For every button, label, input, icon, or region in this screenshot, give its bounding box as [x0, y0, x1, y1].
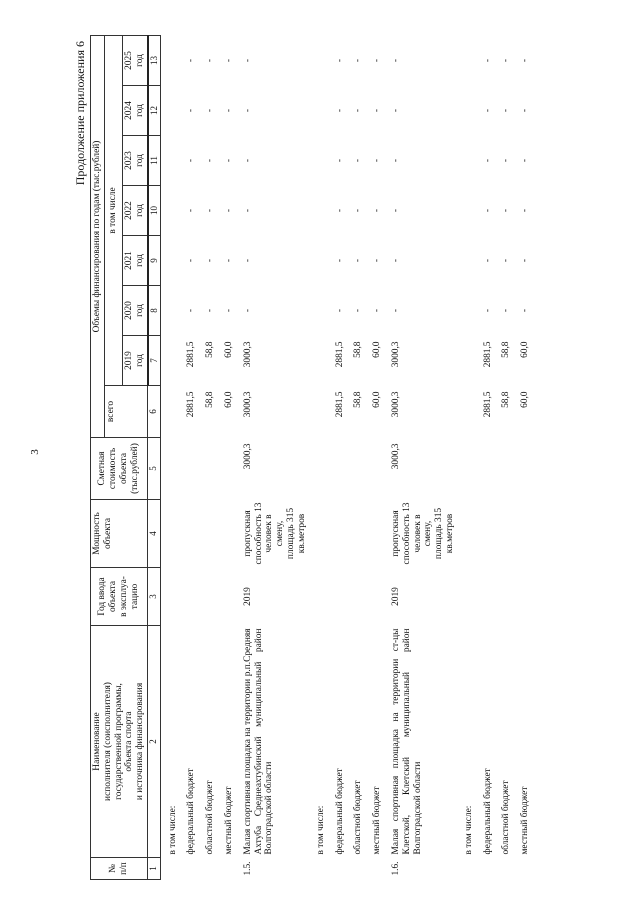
cell-2022: -	[372, 208, 383, 213]
cell-2019: 2881,5	[482, 341, 493, 368]
cell-2025: -	[353, 58, 364, 63]
cell-2024: -	[224, 108, 234, 113]
col-number: 12	[148, 86, 161, 136]
cell-2021: -	[224, 258, 234, 263]
cell-total: 2881,5	[186, 391, 197, 418]
cell-2022: -	[390, 208, 401, 213]
cell-2024: -	[482, 108, 493, 113]
header-year-2025: 2025 год	[122, 36, 147, 86]
row-label: федеральный бюджет	[482, 768, 493, 855]
row-label: местный бюджет	[372, 786, 383, 855]
row-label: местный бюджет	[520, 786, 531, 855]
row-label: федеральный бюджет	[186, 768, 197, 855]
page-number: 3	[29, 449, 41, 455]
cell-total: 2881,5	[482, 391, 493, 418]
cell-2021: -	[372, 258, 383, 263]
row-label: областной бюджет	[501, 780, 512, 855]
cell-2023: -	[501, 158, 512, 163]
table-row	[315, 36, 328, 880]
row-label: областной бюджет	[205, 780, 216, 855]
cell-2019: 60,0	[520, 341, 531, 358]
cell-2023: -	[372, 158, 383, 163]
row-label: в том числе:	[463, 805, 474, 855]
row-label: в том числе:	[315, 805, 326, 855]
cell-2023: -	[186, 158, 197, 163]
cell-2023: -	[205, 158, 216, 163]
cell-2023: -	[242, 158, 253, 163]
cell-2025: -	[205, 58, 216, 63]
appendix-caption: Продолжение приложения 6	[73, 41, 87, 186]
table-row	[223, 36, 236, 880]
cell-2021: -	[501, 258, 512, 263]
cell-2024: -	[242, 108, 253, 113]
cell-2020: -	[205, 308, 216, 313]
cell-2020: -	[501, 308, 512, 313]
cell-2025: -	[501, 58, 512, 63]
cell-2022: -	[482, 208, 493, 213]
cell-2021: -	[390, 258, 401, 263]
cell-2020: -	[482, 308, 493, 313]
cell-2023: -	[390, 158, 401, 163]
cell-2020: -	[334, 308, 345, 313]
cell-total: 60,0	[224, 391, 234, 408]
cell-2023: -	[482, 158, 493, 163]
item-number: 1.6.	[390, 861, 401, 876]
cell-2019: 2881,5	[186, 341, 197, 368]
cell-2024: -	[186, 108, 197, 113]
table-row	[167, 36, 180, 880]
col-number: 10	[148, 186, 161, 236]
object-name: Малая спортивная площадка на территории р.п.Средняя Ахтуба Среднеахтубинский муниципальный район Волгоградской области	[242, 628, 275, 855]
table-row	[519, 36, 532, 880]
cell-2022: -	[520, 208, 531, 213]
cell-2025: -	[520, 58, 531, 63]
cell-2022: -	[205, 208, 216, 213]
cell-2019: 2881,5	[334, 341, 345, 368]
object-capacity: пропускная способность 13 человек в смену, площадь 315 кв.метров	[242, 502, 307, 565]
header-year-2019: 2019 год	[122, 336, 147, 386]
cell-2024: -	[334, 108, 345, 113]
col-number: 13	[148, 36, 161, 86]
rotated-page-content	[70, 35, 630, 880]
header-year-2020: 2020 год	[122, 286, 147, 336]
header-funding: Объемы финансирования по годам (тыс.рублей)	[91, 36, 105, 438]
commission-year: 2019	[390, 587, 401, 606]
cell-2025: -	[334, 58, 345, 63]
cell-2019: 60,0	[372, 341, 383, 358]
cell-2023: -	[353, 158, 364, 163]
row-label: в том числе:	[167, 805, 178, 855]
commission-year: 2019	[242, 587, 253, 606]
header-incl: в том числе	[104, 36, 122, 386]
cell-total: 58,8	[353, 391, 364, 408]
col-number: 4	[148, 500, 161, 568]
table-row	[390, 36, 457, 880]
table-row	[352, 36, 365, 880]
cell-2025: -	[372, 58, 383, 63]
cell-2019: 3000,3	[390, 341, 401, 368]
cell-2024: -	[520, 108, 531, 113]
col-number: 5	[148, 438, 161, 500]
header-num: № п/п	[91, 858, 148, 880]
cell-2024: -	[372, 108, 383, 113]
financing-table	[90, 35, 532, 880]
cell-total: 3000,3	[390, 391, 401, 418]
cell-2025: -	[224, 58, 234, 63]
cell-2021: -	[186, 258, 197, 263]
col-number: 9	[148, 236, 161, 286]
object-capacity: пропускная способность 13 человек в смену, площадь 315 кв.метров	[390, 502, 455, 565]
table-row	[334, 36, 347, 880]
cell-total: 60,0	[520, 391, 531, 408]
cell-2020: -	[390, 308, 401, 313]
header-year-2022: 2022 год	[122, 186, 147, 236]
cell-2022: -	[353, 208, 364, 213]
header-year: Год ввода объекта в эксплуа- тацию	[91, 568, 148, 626]
cell-2025: -	[242, 58, 253, 63]
row-label: областной бюджет	[353, 780, 364, 855]
col-number: 6	[148, 386, 161, 438]
row-label: федеральный бюджет	[334, 768, 345, 855]
object-cost: 3000,3	[390, 443, 401, 470]
cell-total: 58,8	[501, 391, 512, 408]
header-cost: Сметная стоимость объекта (тыс.рублей)	[91, 438, 148, 500]
cell-2020: -	[224, 308, 234, 313]
cell-2024: -	[205, 108, 216, 113]
table-row	[204, 36, 217, 880]
cell-2023: -	[520, 158, 531, 163]
col-number: 11	[148, 136, 161, 186]
header-total: всего	[104, 386, 147, 438]
cell-2020: -	[186, 308, 197, 313]
col-number: 2	[148, 626, 161, 858]
cell-2019: 58,8	[501, 341, 512, 358]
cell-2021: -	[334, 258, 345, 263]
cell-2025: -	[390, 58, 401, 63]
table-row	[463, 36, 476, 880]
header-year-2024: 2024 год	[122, 86, 147, 136]
table-row	[242, 36, 309, 880]
cell-total: 2881,5	[334, 391, 345, 418]
cell-2021: -	[520, 258, 531, 263]
row-label: местный бюджет	[224, 786, 234, 855]
cell-2024: -	[353, 108, 364, 113]
header-year-2023: 2023 год	[122, 136, 147, 186]
cell-2022: -	[334, 208, 345, 213]
cell-2019: 58,8	[353, 341, 364, 358]
cell-2019: 60,0	[224, 341, 234, 358]
table-row	[185, 36, 198, 880]
cell-2025: -	[186, 58, 197, 63]
cell-total: 58,8	[205, 391, 216, 408]
cell-2020: -	[353, 308, 364, 313]
cell-2025: -	[482, 58, 493, 63]
cell-2020: -	[372, 308, 383, 313]
cell-2024: -	[501, 108, 512, 113]
cell-2023: -	[334, 158, 345, 163]
header-name: Наименование исполнителя (соисполнителя) государственной программы, объекта спорта и источника финансирования	[91, 626, 148, 858]
cell-2023: -	[224, 158, 234, 163]
table-row	[500, 36, 513, 880]
object-name: Малая спортивная площадка на территории ст-цы Клетской, Клетский муниципальный район Волгоградской области	[390, 628, 423, 855]
cell-2021: -	[482, 258, 493, 263]
cell-2021: -	[205, 258, 216, 263]
cell-2022: -	[242, 208, 253, 213]
col-number: 3	[148, 568, 161, 626]
table-row	[371, 36, 384, 880]
col-number: 1	[148, 858, 161, 880]
cell-2022: -	[224, 208, 234, 213]
cell-total: 3000,3	[242, 391, 253, 418]
col-number: 7	[148, 336, 161, 386]
cell-2022: -	[186, 208, 197, 213]
cell-2019: 3000,3	[242, 341, 253, 368]
cell-2021: -	[242, 258, 253, 263]
cell-2020: -	[520, 308, 531, 313]
header-year-2021: 2021 год	[122, 236, 147, 286]
cell-2021: -	[353, 258, 364, 263]
header-capacity: Мощность объекта	[91, 500, 148, 568]
col-number: 8	[148, 286, 161, 336]
cell-2020: -	[242, 308, 253, 313]
cell-2019: 58,8	[205, 341, 216, 358]
cell-2022: -	[501, 208, 512, 213]
cell-total: 60,0	[372, 391, 383, 408]
table-row	[482, 36, 495, 880]
object-cost: 3000,3	[242, 443, 253, 470]
item-number: 1.5.	[242, 861, 253, 876]
cell-2024: -	[390, 108, 401, 113]
